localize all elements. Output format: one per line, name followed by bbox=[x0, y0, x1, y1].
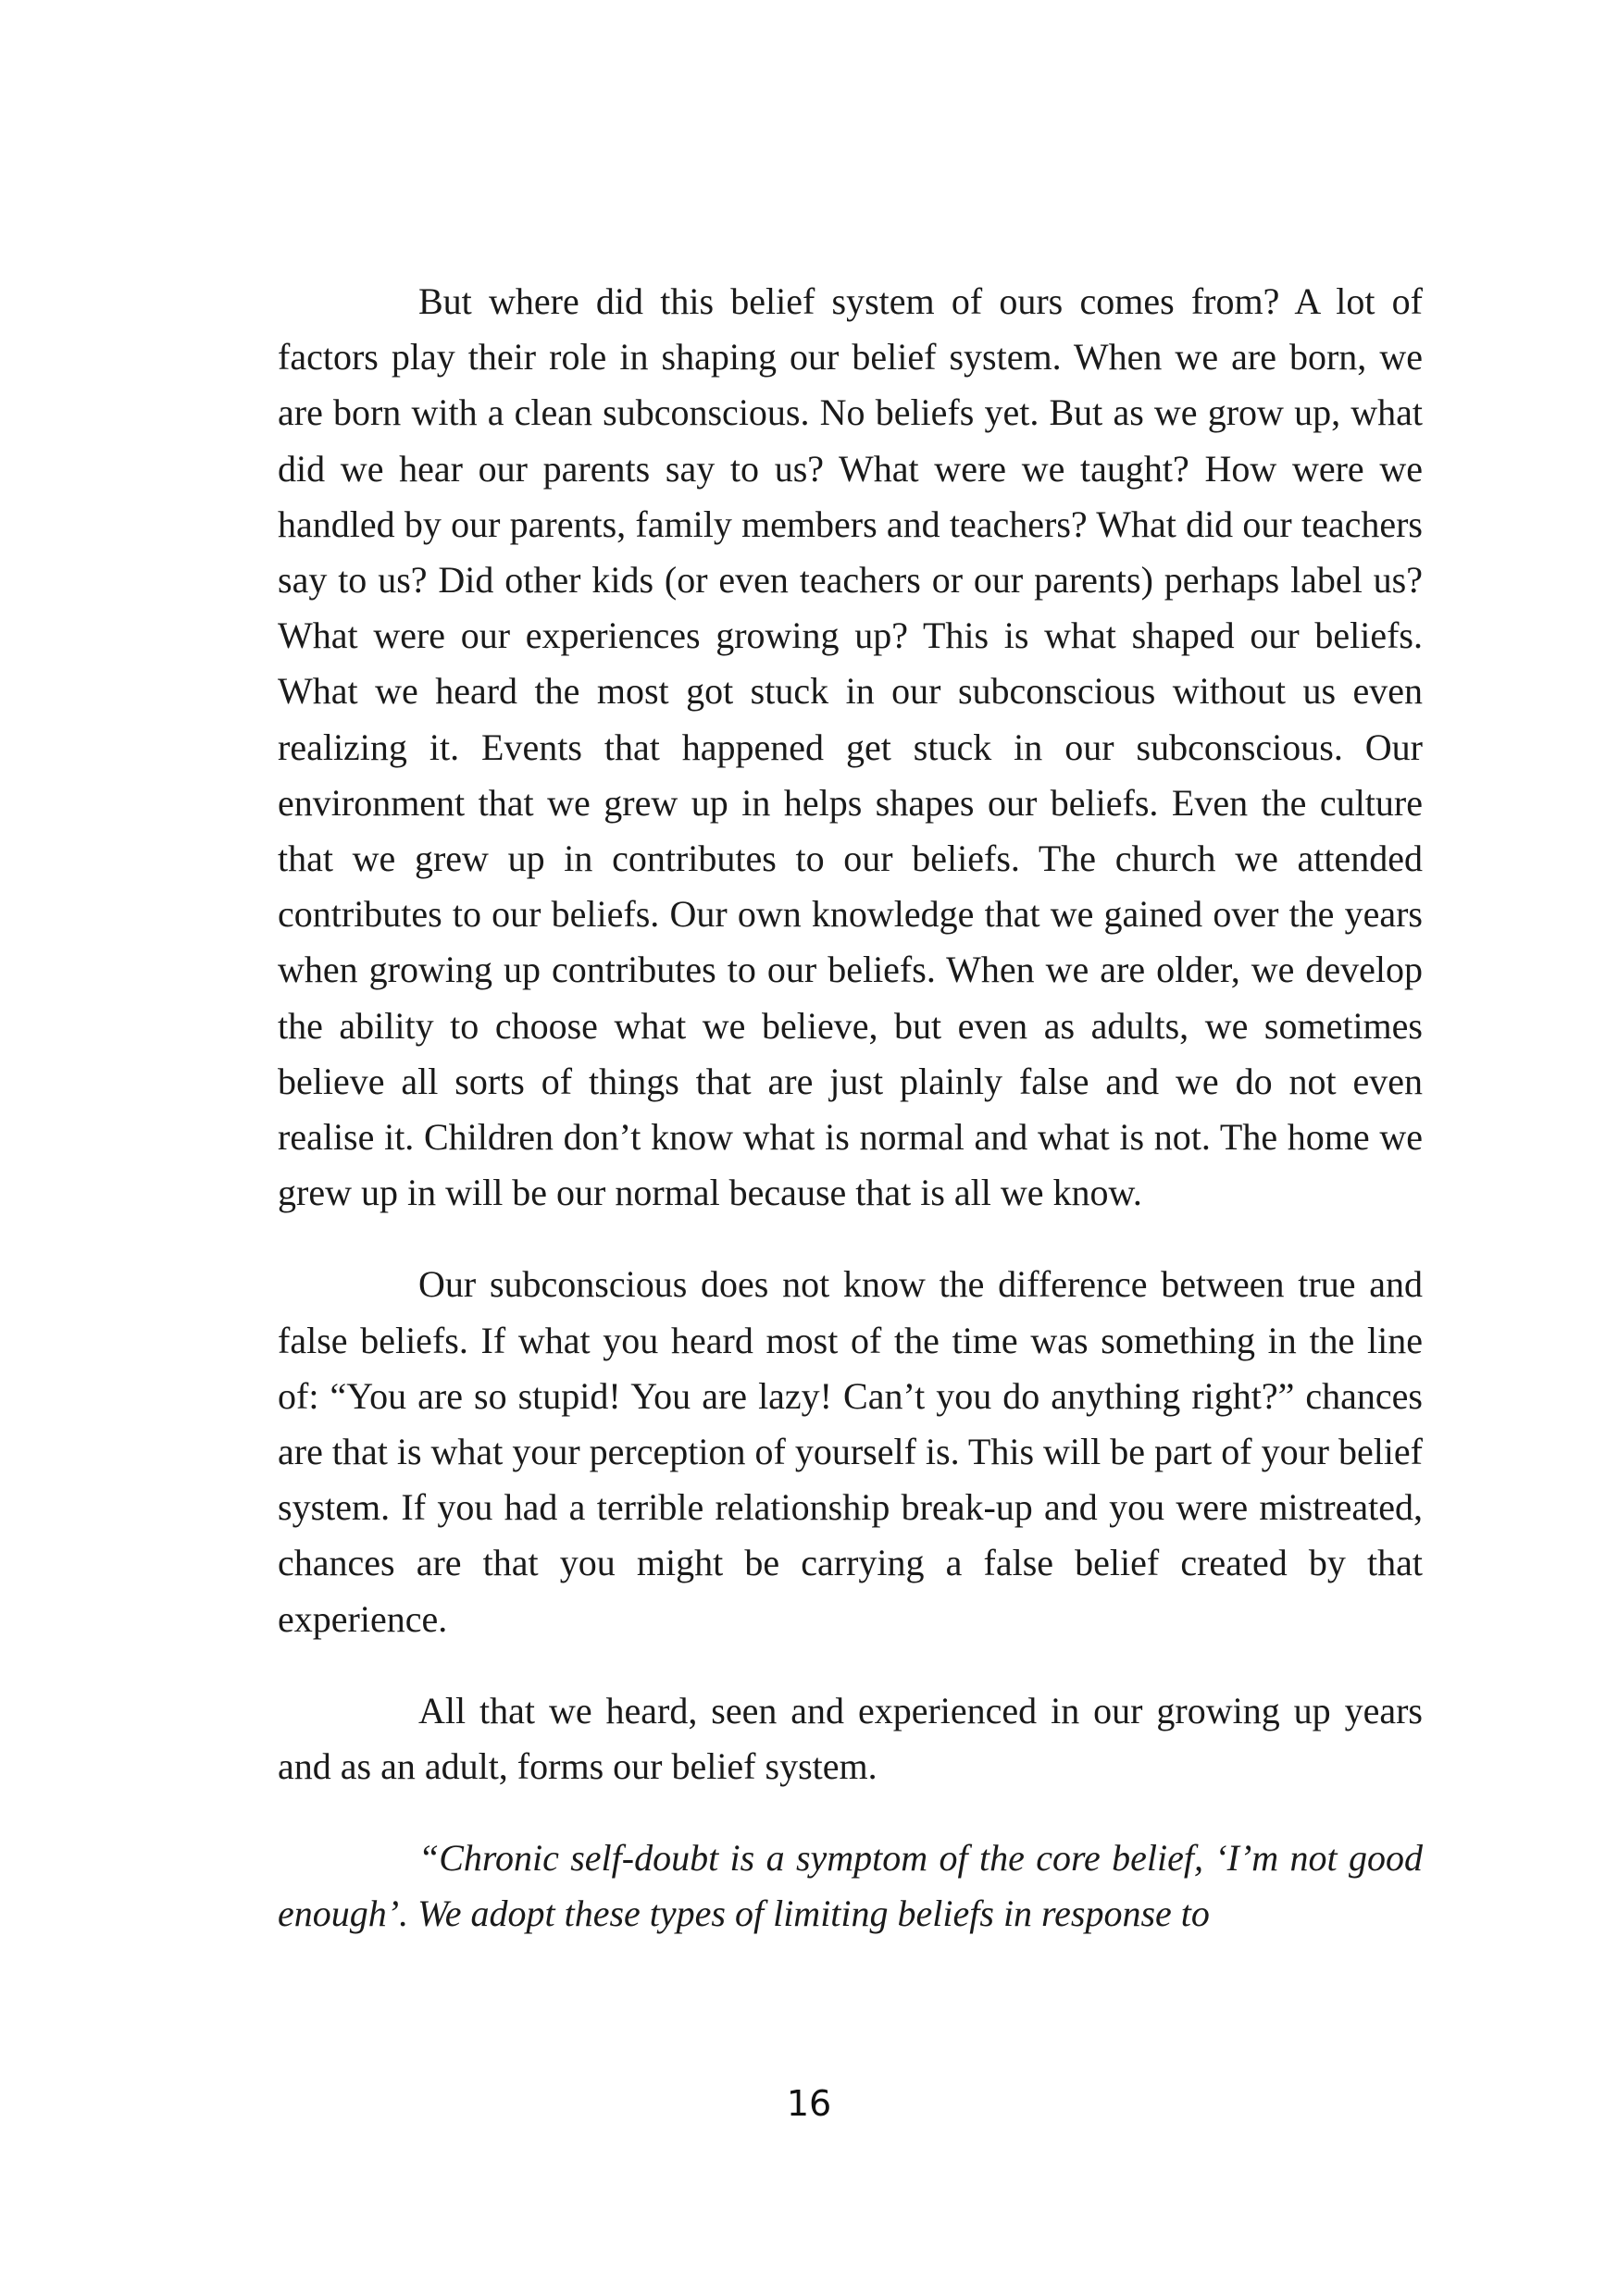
paragraph-subconscious: Our subconscious does not know the difference between true and false beliefs. If what you heard most of the time was something in the line of: “You are so stupid! You are lazy! Can’t you do anything right?” chances are that is what your perception of yourself is. This will be part of your belief system. If you had a terrible relationship break-up and you were mistreated, chances are that you might be carrying a false belief created by that experience. bbox=[278, 1263, 1423, 1640]
page-number: 16 bbox=[786, 2083, 832, 2124]
quote-self-doubt: “Chronic self-doubt is a symptom of the core belief, ‘I’m not good enough’. We adopt these types of limiting beliefs in response to bbox=[278, 1837, 1423, 1935]
body-text bbox=[278, 274, 1423, 1942]
paragraph-belief-origins: But where did this belief system of ours comes from? A lot of factors play their role in shaping our belief system. When we are born, we are born with a clean subconscious. No beliefs yet. But as we grow up, what did we hear our parents say to us? What were we taught? How were we handled by our parents, family members and teachers? What did our teachers say to us? Did other kids (or even teachers or our parents) perhaps label us? What were our experiences growing up? This is what shaped our beliefs. What we heard the most got stuck in our subconscious without us even realizing it. Events that happened get stuck in our subconscious. Our environment that we grew up in helps shapes our beliefs. Even the culture that we grew up in contributes to our beliefs. The church we attended contributes to our beliefs. Our own knowledge that we gained over the years when growing up contributes to our beliefs. When we are older, we develop the ability to choose what we believe, but even as adults, we sometimes believe all sorts of things that are just plainly false and we do not even realise it. Children don’t know what is normal and what is not. The home we grew up in will be our normal because that is all we know. bbox=[278, 280, 1423, 1214]
paragraph-belief-system: All that we heard, seen and experienced in our growing up years and as an adult, forms our belief system. bbox=[278, 1689, 1423, 1788]
